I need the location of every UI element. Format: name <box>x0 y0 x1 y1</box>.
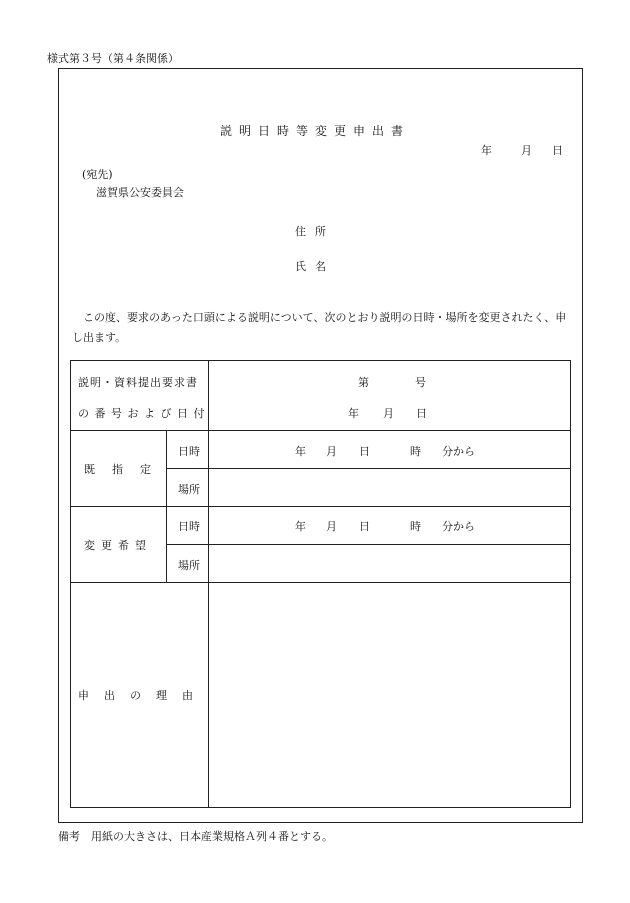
request-number-label: 説明・資料提出要求書 <box>78 376 198 389</box>
desired-datetime-value <box>295 518 475 534</box>
des-minute: 分から <box>442 520 475 533</box>
date-year: 年 <box>481 144 492 157</box>
cur-minute: 分から <box>442 445 475 458</box>
addressee-label: (宛先) <box>82 168 113 181</box>
submission-date <box>481 142 563 158</box>
current-datetime-value <box>295 443 475 459</box>
request-body-text: この度、要求のあった口頭による説明について、次のとおり説明の日時・場所を変更されたく、申し出ます。 <box>72 311 567 344</box>
req-day: 日 <box>416 407 427 420</box>
addressee: 滋賀県公安委員会 <box>96 186 184 199</box>
request-date-value <box>348 405 427 421</box>
request-date-label: の番号および日付 <box>78 407 210 420</box>
desired-datetime-label: 日時 <box>178 520 200 533</box>
desired-place-label: 場所 <box>178 559 200 572</box>
des-hour: 時 <box>410 520 421 533</box>
number-suffix: 号 <box>415 376 426 389</box>
cur-day: 日 <box>359 445 370 458</box>
current-designation-label: 既指定 <box>84 463 168 476</box>
document-title: 説明日時等変更申出書 <box>219 124 410 138</box>
des-month: 月 <box>326 520 337 533</box>
table-row-line <box>71 430 570 431</box>
des-year: 年 <box>295 520 306 533</box>
req-month: 月 <box>383 407 394 420</box>
number-prefix: 第 <box>358 376 369 389</box>
reason-label: 申出の理由 <box>78 689 208 702</box>
table-row-line <box>166 544 570 545</box>
des-day: 日 <box>359 520 370 533</box>
name-label: 氏名 <box>295 260 335 273</box>
address-label: 住所 <box>295 225 335 238</box>
table-divider-main <box>208 361 209 807</box>
table-row-line <box>71 506 570 507</box>
request-table <box>70 360 571 808</box>
footer-note: 備考 用紙の大きさは、日本産業規格Ａ列４番とする。 <box>58 830 333 843</box>
desired-change-label: 変更希望 <box>84 539 152 552</box>
date-day: 日 <box>552 144 563 157</box>
request-number-value <box>358 374 426 390</box>
cur-hour: 時 <box>410 445 421 458</box>
date-month: 月 <box>521 144 532 157</box>
cur-year: 年 <box>295 445 306 458</box>
req-year: 年 <box>348 407 359 420</box>
form-code: 様式第３号（第４条関係） <box>47 52 179 65</box>
current-place-label: 場所 <box>178 483 200 496</box>
cur-month: 月 <box>326 445 337 458</box>
table-row-line <box>71 582 570 583</box>
current-datetime-label: 日時 <box>178 445 200 458</box>
table-row-line <box>166 468 570 469</box>
